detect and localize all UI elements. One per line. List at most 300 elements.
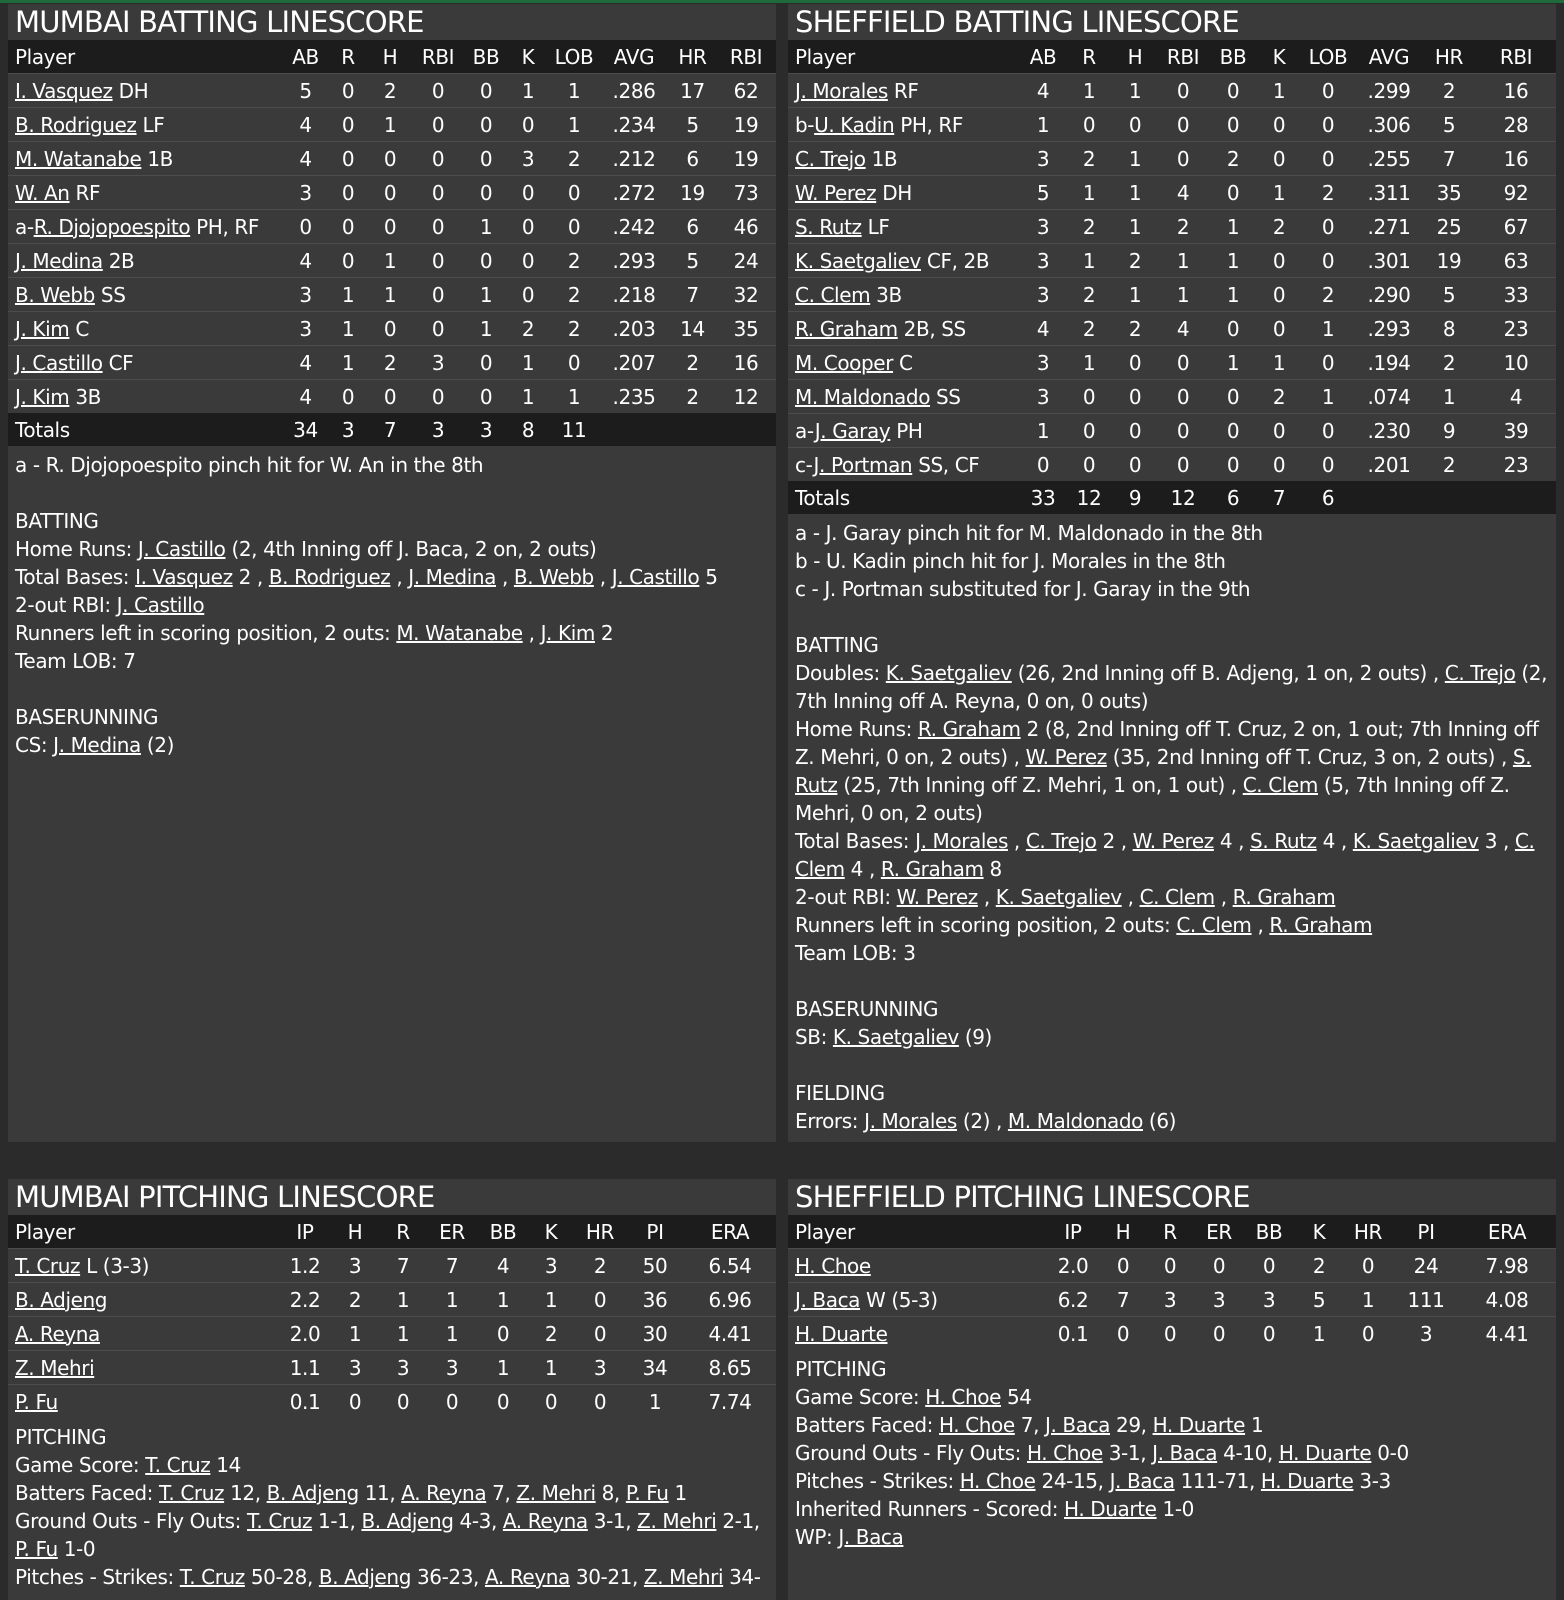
player-link[interactable]: T. Cruz xyxy=(158,1481,225,1505)
player-link[interactable]: H. Choe xyxy=(959,1469,1036,1493)
column-header: PI xyxy=(1394,1215,1458,1249)
player-cell xyxy=(788,1283,1044,1317)
stat-cell: 1 xyxy=(478,1283,528,1317)
stat-cell: 0 xyxy=(1066,448,1112,482)
player-link[interactable]: M. Maldonado xyxy=(1007,1109,1143,1133)
stat-cell: 0 xyxy=(327,142,369,176)
note-line: Batters Faced: T. Cruz 12, B. Adjeng 11, A. Reyna 7, Z. Mehri 8, P. Fu 1 xyxy=(15,1481,687,1505)
stat-cell: 3 xyxy=(426,1351,478,1385)
stat-cell: 1 xyxy=(465,312,507,346)
stat-cell: 4 xyxy=(284,142,327,176)
player-link[interactable]: K. Saetgaliev xyxy=(795,248,921,273)
stat-cell: 1 xyxy=(1066,176,1112,210)
stat-cell: 0 xyxy=(369,380,411,414)
position-label: L (3-3) xyxy=(86,1253,150,1278)
note-line: BASERUNNING xyxy=(795,997,939,1021)
sheffield-pitching-notes xyxy=(788,1350,1556,1551)
total-cell xyxy=(599,413,669,446)
player-link[interactable]: C. Clem xyxy=(1139,885,1215,909)
column-header: H xyxy=(1112,40,1158,74)
player-link[interactable]: I. Vasquez xyxy=(135,565,233,589)
stat-cell: 3 xyxy=(574,1351,626,1385)
player-link[interactable]: H. Choe xyxy=(925,1385,1002,1409)
column-header: ER xyxy=(1196,1215,1242,1249)
player-cell xyxy=(8,244,284,278)
stat-cell: 0 xyxy=(411,380,465,414)
stat-cell: 2 xyxy=(1258,380,1300,414)
total-cell: 6 xyxy=(1208,481,1258,514)
player-link[interactable]: J. Castillo xyxy=(15,350,103,375)
stat-cell: 2 xyxy=(549,244,599,278)
player-link[interactable]: H. Choe xyxy=(1026,1441,1103,1465)
panel-title: MUMBAI PITCHING LINESCORE xyxy=(15,1180,435,1214)
stat-cell: 0 xyxy=(465,142,507,176)
player-link[interactable]: C. Clem xyxy=(795,282,871,307)
player-link[interactable]: J. Medina xyxy=(15,248,103,273)
stat-cell: 0 xyxy=(327,176,369,210)
stat-cell: 1 xyxy=(1158,278,1208,312)
note-gap xyxy=(15,675,769,703)
stat-cell: 0 xyxy=(1208,108,1258,142)
player-link[interactable]: H. Duarte xyxy=(1260,1469,1354,1493)
column-header: IP xyxy=(1044,1215,1102,1249)
note-line: FIELDING xyxy=(795,1081,885,1105)
position-label: C xyxy=(75,316,89,341)
stat-cell: 3 xyxy=(507,142,549,176)
column-header: K xyxy=(528,1215,574,1249)
stat-cell: 2 xyxy=(549,142,599,176)
stat-cell: 3 xyxy=(284,176,327,210)
player-link[interactable]: A. Reyna xyxy=(484,1565,570,1589)
stat-cell: 73 xyxy=(716,176,776,210)
player-link[interactable]: J. Kim xyxy=(540,621,595,645)
player-link[interactable]: J. Castillo xyxy=(137,537,226,561)
player-link[interactable]: A. Reyna xyxy=(15,1321,100,1346)
player-link[interactable]: P. Fu xyxy=(625,1481,669,1505)
stat-cell: 0 xyxy=(1158,448,1208,482)
stat-cell: 5 xyxy=(284,74,327,108)
player-link[interactable]: U. Kadin xyxy=(814,112,895,137)
note-line: Home Runs: J. Castillo (2, 4th Inning off J. Baca, 2 on, 2 outs) xyxy=(15,537,597,561)
note-gap xyxy=(15,479,769,507)
player-link[interactable]: W. Perez xyxy=(795,180,877,205)
stat-cell: 25 xyxy=(1422,210,1476,244)
column-header: RBI xyxy=(1476,40,1556,74)
stat-cell: 1 xyxy=(330,1317,380,1351)
stat-cell: 2 xyxy=(507,312,549,346)
stat-cell: 0 xyxy=(327,74,369,108)
stat-cell: 0 xyxy=(411,244,465,278)
total-cell xyxy=(1476,481,1556,514)
player-link[interactable]: C. Clem xyxy=(1242,773,1318,797)
stat-cell: 0 xyxy=(1258,108,1300,142)
stat-cell: .234 xyxy=(599,108,669,142)
player-link[interactable]: C. Trejo xyxy=(1025,829,1097,853)
stat-cell: 1.2 xyxy=(280,1249,330,1283)
player-link[interactable]: J. Kim xyxy=(15,316,70,341)
player-link[interactable]: J. Portman xyxy=(813,452,913,477)
stat-cell: .242 xyxy=(599,210,669,244)
stat-cell: 1 xyxy=(1066,244,1112,278)
stat-cell: 1 xyxy=(1422,380,1476,414)
column-header: BB xyxy=(478,1215,528,1249)
player-link[interactable]: R. Djojopoespito xyxy=(33,214,191,239)
stat-cell: 0 xyxy=(1158,142,1208,176)
note-line: WP: J. Baca xyxy=(795,1525,904,1549)
sheffield-pitching-table xyxy=(788,1215,1556,1350)
stat-cell: 8.65 xyxy=(684,1351,776,1385)
stat-cell: 67 xyxy=(1476,210,1556,244)
stat-cell: 0 xyxy=(507,176,549,210)
player-link[interactable]: P. Fu xyxy=(15,1389,58,1414)
player-link[interactable]: Z. Mehri xyxy=(516,1481,596,1505)
stat-cell: 1 xyxy=(1208,210,1258,244)
player-row xyxy=(788,448,1556,482)
stat-cell: 0 xyxy=(1158,74,1208,108)
player-link[interactable]: W. Perez xyxy=(1132,829,1214,853)
stat-cell: 0 xyxy=(1300,210,1356,244)
player-link[interactable]: T. Cruz xyxy=(179,1565,245,1589)
player-row xyxy=(788,210,1556,244)
player-link[interactable]: A. Reyna xyxy=(401,1481,487,1505)
stat-cell: 5 xyxy=(1020,176,1066,210)
player-row xyxy=(788,380,1556,414)
stat-cell: 1 xyxy=(1066,346,1112,380)
stat-cell: 0 xyxy=(507,210,549,244)
stat-cell: 0 xyxy=(1158,346,1208,380)
stat-cell: 2 xyxy=(528,1317,574,1351)
stat-cell: 2 xyxy=(1066,210,1112,244)
player-link[interactable]: J. Castillo xyxy=(611,565,700,589)
player-link[interactable]: Z. Mehri xyxy=(15,1355,95,1380)
column-header: AB xyxy=(284,40,327,74)
player-link[interactable]: B. Webb xyxy=(513,565,594,589)
stat-cell: 2 xyxy=(549,312,599,346)
stat-cell: 0 xyxy=(1112,346,1158,380)
player-link[interactable]: J. Morales xyxy=(795,78,888,103)
note-line: Doubles: K. Saetgaliev (26, 2nd Inning off B. Adjeng, 1 on, 2 outs) , C. Trejo (2, 7th Inning off A. Reyna, 0 on, 0 outs) xyxy=(795,661,1548,713)
stat-cell: 0 xyxy=(1258,244,1300,278)
player-link[interactable]: H. Duarte xyxy=(1278,1441,1372,1465)
column-header: Player xyxy=(8,40,284,74)
stat-cell: 4 xyxy=(1158,312,1208,346)
player-link[interactable]: J. Kim xyxy=(15,384,70,409)
player-link[interactable]: A. Reyna xyxy=(502,1509,588,1533)
stat-cell: 0 xyxy=(465,380,507,414)
stat-cell: 3 xyxy=(528,1249,574,1283)
column-header: Player xyxy=(8,1215,280,1249)
stat-cell: 3 xyxy=(380,1351,426,1385)
stat-cell: 0 xyxy=(1342,1249,1394,1283)
panel-title: SHEFFIELD PITCHING LINESCORE xyxy=(795,1180,1250,1214)
note-line: SB: K. Saetgaliev (9) xyxy=(795,1025,992,1049)
stat-cell: 2 xyxy=(574,1249,626,1283)
stat-cell: 4.41 xyxy=(684,1317,776,1351)
player-link[interactable]: J. Castillo xyxy=(116,593,205,617)
stat-cell: 17 xyxy=(669,74,716,108)
column-header: BB xyxy=(1242,1215,1296,1249)
note-line: c - J. Portman substituted for J. Garay in the 9th xyxy=(795,577,1251,601)
player-link[interactable]: I. Vasquez xyxy=(15,78,113,103)
stat-cell: .235 xyxy=(599,380,669,414)
stat-cell: 0 xyxy=(507,278,549,312)
stat-cell: 2 xyxy=(1422,448,1476,482)
stat-cell: 2 xyxy=(369,74,411,108)
stat-cell: 2 xyxy=(330,1283,380,1317)
stat-cell: 4 xyxy=(284,244,327,278)
player-row xyxy=(788,142,1556,176)
player-link[interactable]: T. Cruz xyxy=(15,1253,81,1278)
stat-cell: 2 xyxy=(1258,210,1300,244)
position-label: CF, 2B xyxy=(926,248,990,273)
stat-cell: 1 xyxy=(1300,312,1356,346)
sheffield-batting-table xyxy=(788,40,1556,514)
header-row xyxy=(8,1215,776,1249)
player-link[interactable]: C. Trejo xyxy=(795,146,866,171)
note-line: Total Bases: J. Morales , C. Trejo 2 , W. Perez 4 , S. Rutz 4 , K. Saetgaliev 3 , C. Clem 4 , R. Graham 8 xyxy=(795,829,1535,881)
column-header: HR xyxy=(574,1215,626,1249)
player-link[interactable]: C. Trejo xyxy=(1444,661,1516,685)
stat-cell: 23 xyxy=(1476,312,1556,346)
stat-cell: 0 xyxy=(411,176,465,210)
stat-cell: 0 xyxy=(1144,1249,1196,1283)
stat-cell: .194 xyxy=(1356,346,1422,380)
stat-cell: 1 xyxy=(1112,210,1158,244)
panel-title: MUMBAI BATTING LINESCORE xyxy=(15,5,424,39)
column-header: K xyxy=(1258,40,1300,74)
player-link[interactable]: H. Duarte xyxy=(1064,1497,1157,1521)
stat-cell: 0 xyxy=(411,278,465,312)
column-header: Player xyxy=(788,1215,1044,1249)
stat-cell: .207 xyxy=(599,346,669,380)
player-row xyxy=(788,414,1556,448)
column-header: HR xyxy=(1422,40,1476,74)
player-row xyxy=(8,176,776,210)
player-link[interactable]: Z. Mehri xyxy=(643,1565,724,1589)
player-link[interactable]: C. Clem xyxy=(1176,913,1252,937)
stat-cell: 1 xyxy=(549,108,599,142)
player-link[interactable]: K. Saetgaliev xyxy=(1352,829,1479,853)
stat-cell: 0 xyxy=(369,210,411,244)
stat-cell: 19 xyxy=(716,142,776,176)
note-line: CS: J. Medina (2) xyxy=(15,733,175,757)
stat-cell: 0 xyxy=(1300,244,1356,278)
player-cell xyxy=(8,142,284,176)
stat-cell: 0 xyxy=(465,176,507,210)
player-cell xyxy=(788,176,1020,210)
note-line: 2-out RBI: W. Perez , K. Saetgaliev , C. Clem , R. Graham xyxy=(795,885,1336,909)
sheffield-batting-panel xyxy=(788,4,1556,1142)
player-link[interactable]: B. Adjeng xyxy=(318,1565,411,1589)
stat-cell: 6 xyxy=(669,142,716,176)
note-line: Runners left in scoring position, 2 outs: M. Watanabe , J. Kim 2 xyxy=(15,621,614,645)
player-link[interactable]: R. Graham xyxy=(880,857,984,881)
stat-cell: 0 xyxy=(1112,448,1158,482)
player-link[interactable]: W. Perez xyxy=(1025,745,1107,769)
player-row xyxy=(788,74,1556,108)
player-link[interactable]: J. Medina xyxy=(408,565,497,589)
total-cell: 3 xyxy=(411,413,465,446)
player-link[interactable]: R. Graham xyxy=(1232,885,1336,909)
player-row xyxy=(788,108,1556,142)
stat-cell: 3 xyxy=(411,346,465,380)
player-link[interactable]: T. Cruz xyxy=(145,1453,211,1477)
stat-cell: 0 xyxy=(1112,108,1158,142)
stat-cell: 1 xyxy=(1020,414,1066,448)
player-link[interactable]: B. Rodriguez xyxy=(15,112,137,137)
player-link[interactable]: M. Watanabe xyxy=(396,621,523,645)
stat-cell: 0 xyxy=(1300,108,1356,142)
player-row xyxy=(8,1385,776,1419)
stat-cell: 1 xyxy=(1158,244,1208,278)
player-link[interactable]: P. Fu xyxy=(15,1537,58,1561)
stat-cell: 2 xyxy=(1112,244,1158,278)
stat-cell: 2 xyxy=(1158,210,1208,244)
header-row xyxy=(788,40,1556,74)
player-cell xyxy=(788,380,1020,414)
player-link[interactable]: C. Clem xyxy=(795,829,1535,881)
player-link[interactable]: S. Rutz xyxy=(1250,829,1317,853)
stat-cell: 16 xyxy=(716,346,776,380)
player-link[interactable]: B. Adjeng xyxy=(361,1509,454,1533)
player-link[interactable]: M. Watanabe xyxy=(15,146,142,171)
stat-cell: 0 xyxy=(284,210,327,244)
note-line: Game Score: T. Cruz 14 xyxy=(15,1453,241,1477)
stat-cell: .074 xyxy=(1356,380,1422,414)
stat-cell: 1 xyxy=(1208,346,1258,380)
player-link[interactable]: W. An xyxy=(15,180,70,205)
player-link[interactable]: T. Cruz xyxy=(246,1509,313,1533)
stat-cell: 5 xyxy=(669,108,716,142)
position-label: SS xyxy=(936,384,961,409)
player-link[interactable]: Z. Mehri xyxy=(637,1509,717,1533)
player-link[interactable]: J. Baca xyxy=(1152,1441,1218,1465)
stat-cell: 3 xyxy=(284,312,327,346)
player-row xyxy=(8,312,776,346)
player-link[interactable]: B. Rodriguez xyxy=(268,565,391,589)
player-link[interactable]: H. Duarte xyxy=(1152,1413,1246,1437)
position-label: 1B xyxy=(871,146,898,171)
player-link[interactable]: W. Perez xyxy=(896,885,978,909)
player-cell xyxy=(8,74,284,108)
total-cell: 12 xyxy=(1158,481,1208,514)
player-link[interactable]: H. Choe xyxy=(938,1413,1015,1437)
total-cell xyxy=(669,413,716,446)
stat-cell: 19 xyxy=(1422,244,1476,278)
stat-cell: 1 xyxy=(327,278,369,312)
player-link[interactable]: B. Webb xyxy=(15,282,95,307)
stat-cell: 1 xyxy=(426,1317,478,1351)
stat-cell: 2 xyxy=(669,346,716,380)
player-link[interactable]: J. Baca xyxy=(1044,1413,1111,1437)
player-link[interactable]: M. Maldonado xyxy=(795,384,931,409)
stat-cell: .218 xyxy=(599,278,669,312)
stat-cell: 0 xyxy=(1300,74,1356,108)
stat-cell: 0 xyxy=(549,210,599,244)
stat-cell: 2 xyxy=(1066,142,1112,176)
player-link[interactable]: H. Choe xyxy=(795,1253,871,1278)
player-link[interactable]: K. Saetgaliev xyxy=(885,661,1012,685)
player-link[interactable]: K. Saetgaliev xyxy=(995,885,1122,909)
totals-label: Totals xyxy=(788,481,1020,514)
player-link[interactable]: J. Baca xyxy=(795,1287,861,1312)
player-link[interactable]: S. Rutz xyxy=(795,745,1532,797)
column-header: IP xyxy=(280,1215,330,1249)
player-cell xyxy=(8,1317,280,1351)
stat-cell: 7 xyxy=(426,1249,478,1283)
stat-cell: .306 xyxy=(1356,108,1422,142)
player-link[interactable]: J. Morales xyxy=(864,1109,957,1133)
stat-cell: 0 xyxy=(1112,414,1158,448)
column-header: ERA xyxy=(684,1215,776,1249)
stat-cell: 1 xyxy=(1258,176,1300,210)
player-cell xyxy=(8,176,284,210)
stat-cell: 6 xyxy=(669,210,716,244)
player-link[interactable]: J. Morales xyxy=(915,829,1008,853)
stat-cell: 3 xyxy=(1020,142,1066,176)
stat-cell: 4 xyxy=(284,380,327,414)
stat-cell: 1 xyxy=(1300,380,1356,414)
player-row xyxy=(8,210,776,244)
total-cell: 8 xyxy=(507,413,549,446)
stat-cell: 0 xyxy=(1208,312,1258,346)
note-line: BATTING xyxy=(15,509,99,533)
note-line: Pitches - Strikes: T. Cruz 50-28, B. Adjeng 36-23, A. Reyna 30-21, Z. Mehri 34- xyxy=(15,1565,761,1589)
player-link[interactable]: R. Graham xyxy=(917,717,1021,741)
stat-cell: 0 xyxy=(1208,176,1258,210)
player-link[interactable]: M. Cooper xyxy=(795,350,894,375)
player-link[interactable]: J. Medina xyxy=(53,733,141,757)
player-link[interactable]: J. Baca xyxy=(1109,1469,1175,1493)
stat-cell: 4.41 xyxy=(1458,1317,1556,1351)
position-label: LF xyxy=(142,112,165,137)
position-label: 3B xyxy=(75,384,101,409)
stat-cell: 3 xyxy=(1394,1317,1458,1351)
player-cell xyxy=(8,278,284,312)
player-link[interactable]: H. Duarte xyxy=(795,1321,888,1346)
stat-cell: 12 xyxy=(716,380,776,414)
stat-cell: 1 xyxy=(1258,346,1300,380)
column-header: LOB xyxy=(1300,40,1356,74)
stat-cell: 1 xyxy=(1258,74,1300,108)
player-link[interactable]: R. Graham xyxy=(795,316,898,341)
player-link[interactable]: S. Rutz xyxy=(795,214,862,239)
player-row xyxy=(788,176,1556,210)
player-link[interactable]: R. Graham xyxy=(1269,913,1373,937)
player-cell xyxy=(788,448,1020,482)
stat-cell: 0 xyxy=(574,1385,626,1419)
player-link[interactable]: B. Adjeng xyxy=(266,1481,359,1505)
player-link[interactable]: J. Garay xyxy=(814,418,891,443)
player-link[interactable]: K. Saetgaliev xyxy=(832,1025,959,1049)
player-link[interactable]: B. Adjeng xyxy=(15,1287,108,1312)
column-header: R xyxy=(380,1215,426,1249)
mumbai-pitching-notes xyxy=(8,1418,776,1591)
player-row xyxy=(8,1283,776,1317)
position-label: PH, RF xyxy=(196,214,259,239)
player-link[interactable]: J. Baca xyxy=(838,1525,904,1549)
total-cell: 33 xyxy=(1020,481,1066,514)
position-label: 3B xyxy=(876,282,902,307)
stat-cell: 0 xyxy=(1112,380,1158,414)
stat-cell: 0 xyxy=(411,312,465,346)
sub-prefix: c- xyxy=(795,452,814,477)
stat-cell: 0 xyxy=(1300,142,1356,176)
position-label: W (5-3) xyxy=(866,1287,938,1312)
stat-cell: 2 xyxy=(1208,142,1258,176)
stat-cell: 0 xyxy=(549,176,599,210)
player-cell xyxy=(788,108,1020,142)
